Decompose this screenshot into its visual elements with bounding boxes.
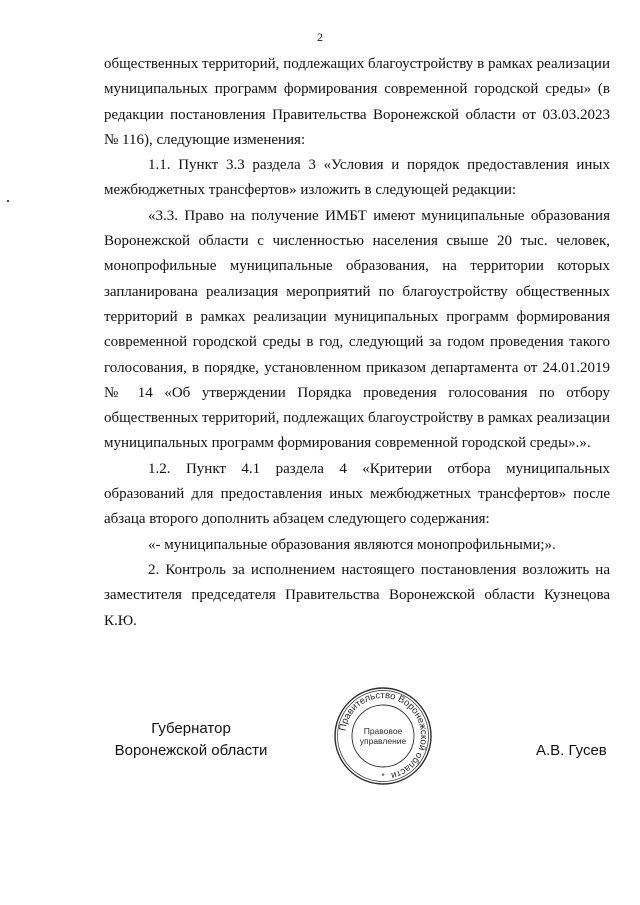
signatory-position: [96, 718, 286, 762]
signatory-name: А.В. Гусев: [536, 742, 607, 759]
signatory-title: Губернатор: [151, 720, 231, 737]
stamp-star: *: [381, 771, 385, 781]
document-body: [104, 52, 610, 634]
stamp-inner-line1: Правовое: [363, 726, 403, 736]
page-number: 2: [317, 30, 323, 44]
official-stamp: [333, 686, 433, 786]
paragraph: общественных территорий, подлежащих благоустройству в рамках реализации муниципальных программ формирования современной городской среды» (в редакции постановления Правительства Воронежской области от 03.03.2023 № 116), следующие изменения:: [104, 56, 610, 148]
paragraph: «3.3. Право на получение ИМБТ имеют муниципальные образования Воронежской области с численностью населения свыше 20 тыс. человек, монопрофильные муниципальные образования, на территории которых запланирована реализация мероприятий по благоустройству общественных территорий в рамках реализации муниципальных программ формирования современной городской среды в год, следующий за годом проведения такого голосования, в порядке, установленном приказом департамента от 24.01.2019 № 14 «Об утверждении Порядка проведения голосования по отбору общественных территорий, подлежащих благоустройству в рамках реализации муниципальных программ формирования современной городской среды».».: [104, 207, 610, 452]
stamp-inner-line2: управление: [359, 736, 407, 746]
paragraph: 2. Контроль за исполнением настоящего постановления возложить на заместителя председателя Правительства Воронежской области Кузнецова К.Ю.: [104, 561, 610, 629]
paragraph: «- муниципальные образования являются монопрофильными;».: [148, 536, 556, 553]
paragraph: 1.1. Пункт 3.3 раздела 3 «Условия и порядок предоставления иных межбюджетных трансфертов» изложить в следующей редакции:: [104, 157, 610, 199]
margin-mark: [7, 200, 9, 202]
stamp-ring-text: Правительство Воронежской области: [337, 689, 430, 782]
paragraph: 1.2. Пункт 4.1 раздела 4 «Критерии отбора муниципальных образований для предоставления иных межбюджетных трансфертов» после абзаца второго дополнить абзацем следующего содержания:: [104, 460, 610, 528]
signatory-region: Воронежской области: [114, 742, 268, 759]
